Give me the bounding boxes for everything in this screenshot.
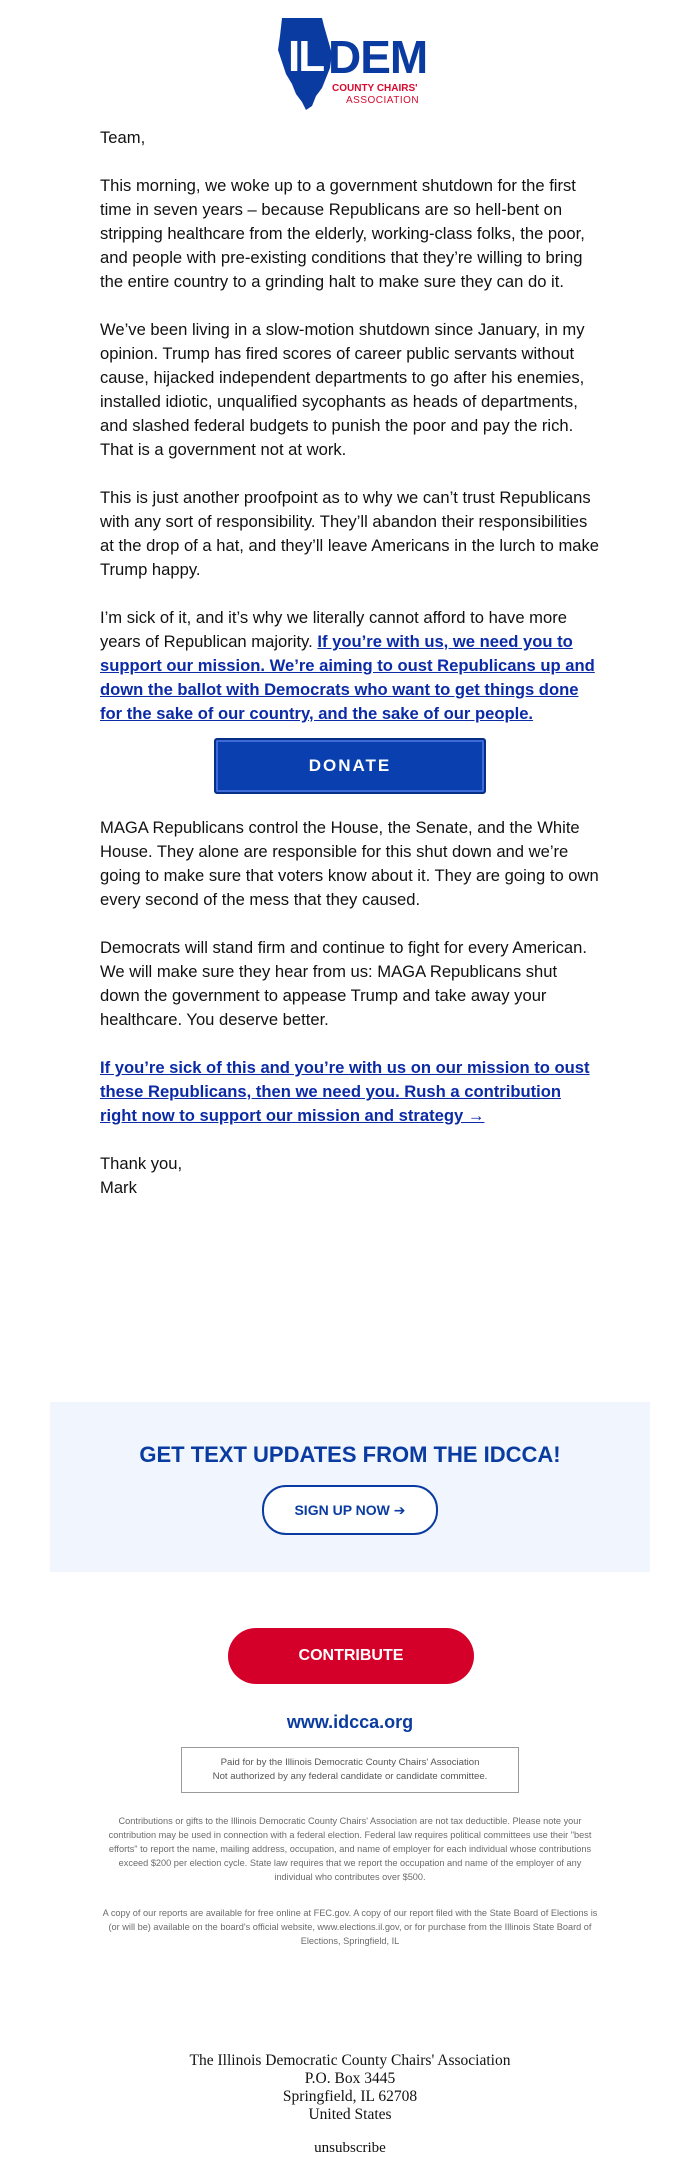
rush-contribution-link[interactable]: If you’re sick of this and you’re with us on our mission to oust these Republicans, then we need you. Rush a contribution right now to support our mission and strategy →: [100, 1058, 590, 1125]
logo-county-chairs-text: COUNTY CHAIRS': [332, 83, 418, 94]
paragraph-7: [100, 1056, 600, 1128]
contribute-button[interactable]: CONTRIBUTE: [228, 1628, 474, 1684]
greeting: Team,: [100, 128, 146, 147]
address-city: Springfield, IL 62708: [282, 2088, 418, 2105]
letter-body: [100, 126, 600, 1200]
signature: Mark: [100, 1178, 137, 1197]
paragraph-2: We’ve been living in a slow-motion shutdown since January, in my opinion. Trump has fired scores of career public servants without cause, hijacked independent departments to go after his enemies, installed idiotic, unqualified sycophants as heads of departments, and slashed federal budgets to punish the poor and pay the rich. That is a government not at work.: [100, 320, 585, 459]
sign-off: [100, 1152, 600, 1200]
text-updates-title: GET TEXT UPDATES FROM THE IDCCA!: [139, 1442, 561, 1467]
paragraph-6: Democrats will stand firm and continue to fight for every American. We will make sure they hear from us: MAGA Republicans shut down the government to appease Trump and take away your healthcare. You deserve better.: [100, 938, 587, 1029]
idcca-logo[interactable]: [276, 16, 436, 112]
text-updates-panel: [50, 1402, 650, 1572]
paragraph-4: [100, 606, 600, 726]
not-authorized-line: Not authorized by any federal candidate or candidate committee.: [212, 1771, 488, 1782]
donate-button[interactable]: DONATE: [214, 738, 486, 794]
closing: Thank you,: [100, 1154, 183, 1173]
paragraph-4-text: I’m sick of it, and it’s why we literally cannot afford to have more years of Republican majority.: [100, 608, 567, 651]
mailing-address: [0, 2052, 700, 2124]
unsubscribe-link[interactable]: unsubscribe: [314, 2140, 386, 2156]
logo-il-text: IL: [288, 32, 324, 81]
address-po-box: P.O. Box 3445: [304, 2070, 396, 2087]
paragraph-5: MAGA Republicans control the House, the Senate, and the White House. They alone are responsible for this shut down and we’re going to make sure that voters know about it. They are going to own every second of the mess that they caused.: [100, 818, 599, 909]
logo-dem-text: DEM: [328, 31, 428, 83]
reports-disclaimer: A copy of our reports are available for free online at FEC.gov. A copy of our report filed with the State Board of Elections is (or will be) available on the board's official website, www.elections.il.gov, or for purchase from the Illinois State Board of Elections, Springfield, IL: [102, 1908, 598, 1946]
paid-for-line: Paid for by the Illinois Democratic County Chairs' Association: [220, 1757, 480, 1768]
support-mission-link[interactable]: If you’re with us, we need you to support our mission. We’re aiming to oust Republicans up and down the ballot with Democrats who want to get things done for the sake of our country, and the sake of our people.: [100, 632, 595, 723]
sign-up-button[interactable]: SIGN UP NOW ➔: [262, 1485, 438, 1535]
address-org: The Illinois Democratic County Chairs' Association: [189, 2052, 511, 2069]
paid-for-box: [181, 1747, 519, 1793]
contribution-disclaimer: Contributions or gifts to the Illinois Democratic County Chairs' Association are not tax deductible. Please note your contribution may be used in connection with a federal election. Federal law requires political committees use their "best efforts" to report the name, mailing address, occupation, and name of employer for each individual whose contributions exceed $200 per election cycle. State law requires that we report the occupation and name of the employer of any individual who contributes over $500.: [108, 1816, 592, 1882]
website-link[interactable]: www.idcca.org: [286, 1712, 414, 1732]
paragraph-1: This morning, we woke up to a government shutdown for the first time in seven years – because Republicans are so hell-bent on stripping healthcare from the elderly, working-class folks, the poor, and people with pre-existing conditions that they’re willing to bring the entire country to a grinding halt to make sure they can do it.: [100, 176, 585, 291]
address-country: United States: [308, 2106, 392, 2123]
paragraph-3: This is just another proofpoint as to why we can’t trust Republicans with any sort of responsibility. They’ll abandon their responsibilities at the drop of a hat, and they’ll leave Americans in the lurch to make Trump happy.: [100, 488, 600, 579]
logo-association-text: ASSOCIATION: [346, 95, 420, 106]
donate-wrapper: [100, 738, 600, 794]
